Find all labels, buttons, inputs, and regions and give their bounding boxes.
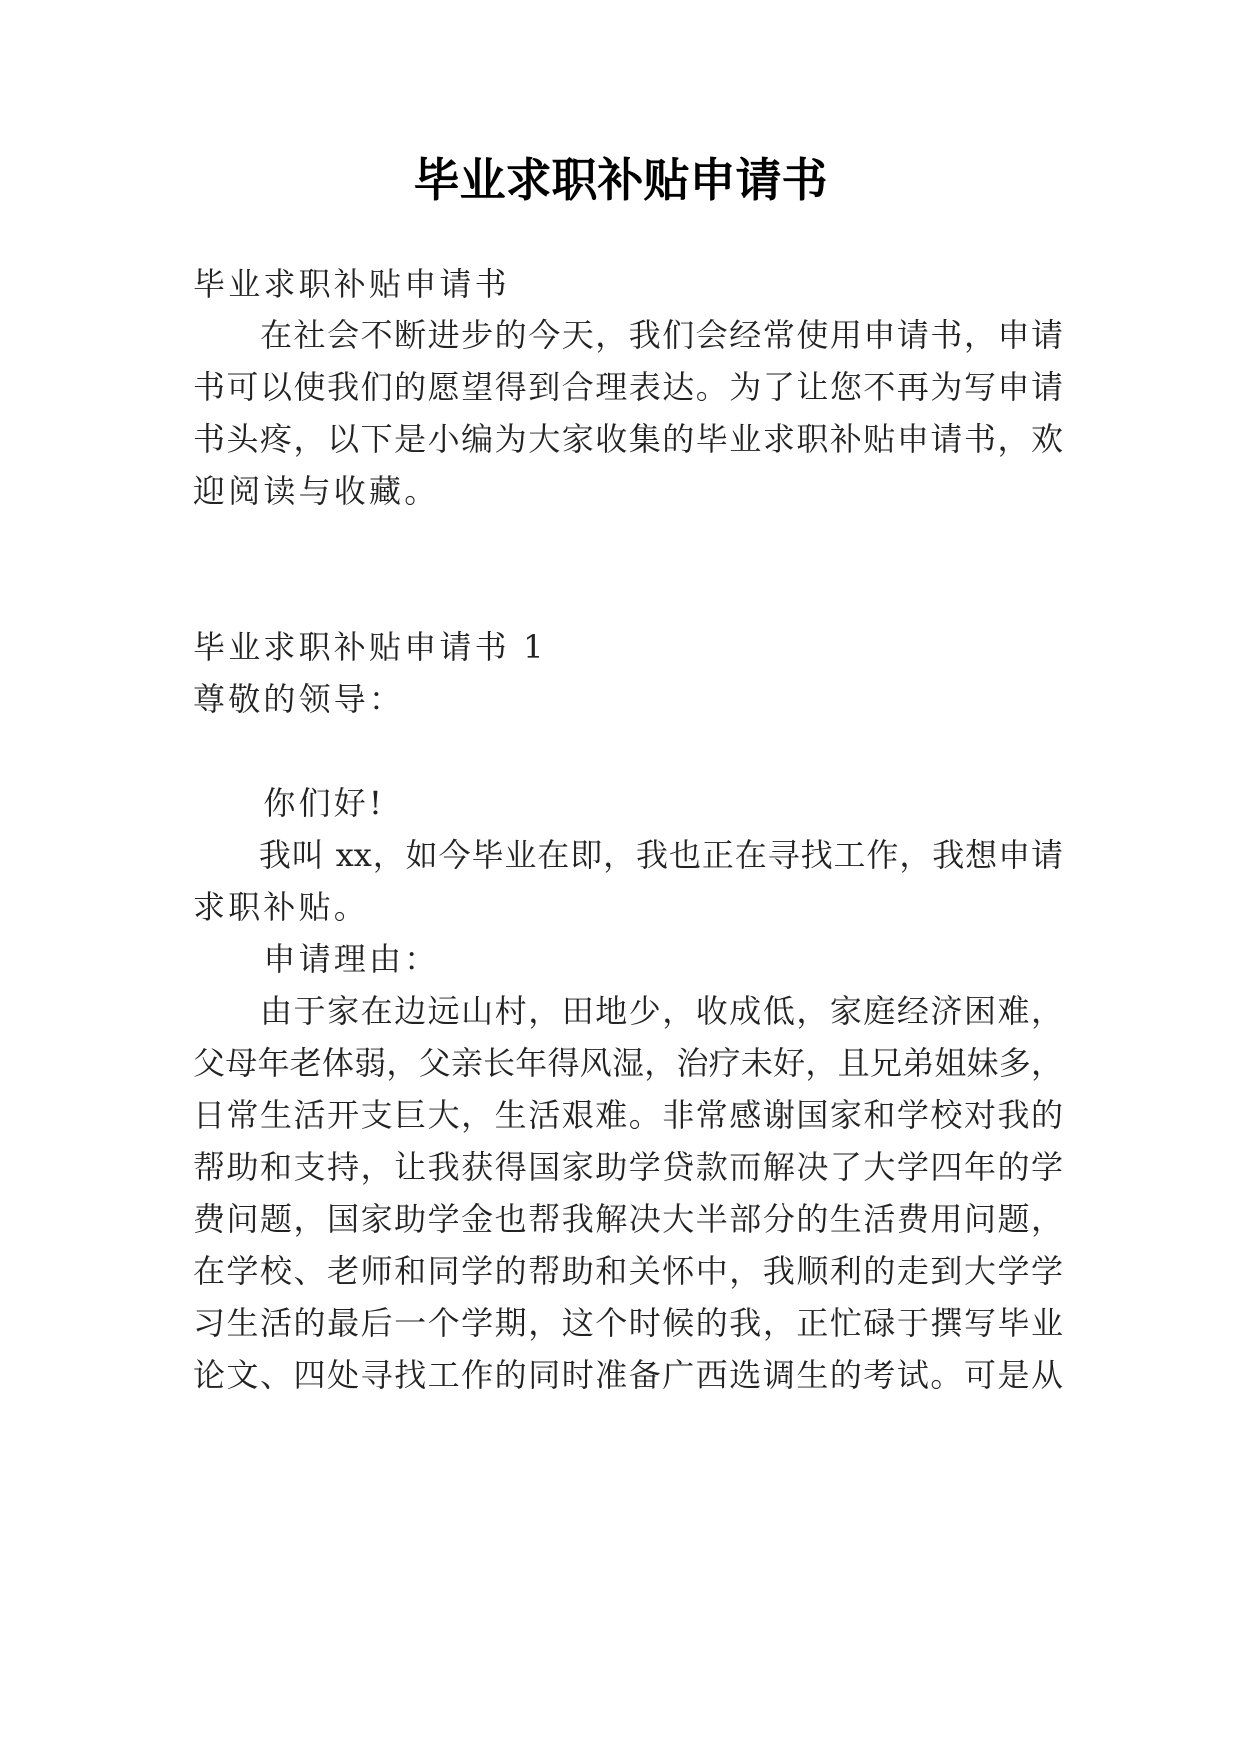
reason-heading: 申请理由： bbox=[193, 940, 440, 978]
body-paragraph-line: 日常生活开支巨大，生活艰难。非常感谢国家和学校对我的 bbox=[193, 1096, 1063, 1134]
body-paragraph-line: 帮助和支持，让我获得国家助学贷款而解决了大学四年的学 bbox=[193, 1148, 1063, 1186]
intro-paragraph-line: 在社会不断进步的今天，我们会经常使用申请书，申请 bbox=[193, 316, 1063, 354]
body-paragraph-line: 费问题，国家助学金也帮我解决大半部分的生活费用问题， bbox=[193, 1200, 1063, 1238]
body-paragraph-line: 由于家在边远山村，田地少，收成低，家庭经济困难， bbox=[193, 992, 1063, 1030]
greeting: 你们好! bbox=[193, 784, 386, 822]
intro-paragraph-line: 书头疼，以下是小编为大家收集的毕业求职补贴申请书，欢 bbox=[193, 420, 1063, 458]
body-paragraph-line: 求职补贴。 bbox=[193, 888, 370, 926]
intro-paragraph-line: 书可以使我们的愿望得到合理表达。为了让您不再为写申请 bbox=[193, 368, 1063, 406]
intro-paragraph-line: 迎阅读与收藏。 bbox=[193, 472, 440, 510]
body-paragraph-line: 论文、四处寻找工作的同时准备广西选调生的考试。可是从 bbox=[193, 1356, 1063, 1394]
section-heading: 毕业求职补贴申请书 1 bbox=[193, 628, 547, 666]
intro-heading: 毕业求职补贴申请书 bbox=[193, 265, 510, 303]
document-title: 毕业求职补贴申请书 bbox=[413, 153, 828, 207]
body-paragraph-line: 习生活的最后一个学期，这个时候的我，正忙碌于撰写毕业 bbox=[193, 1304, 1063, 1342]
body-paragraph-line: 在学校、老师和同学的帮助和关怀中，我顺利的走到大学学 bbox=[193, 1252, 1063, 1290]
body-paragraph-line: 父母年老体弱，父亲长年得风湿，治疗未好，且兄弟姐妹多， bbox=[193, 1044, 1063, 1082]
salutation: 尊敬的领导： bbox=[193, 680, 405, 718]
body-paragraph-line: 我叫 xx，如今毕业在即，我也正在寻找工作，我想申请 bbox=[193, 836, 1063, 874]
